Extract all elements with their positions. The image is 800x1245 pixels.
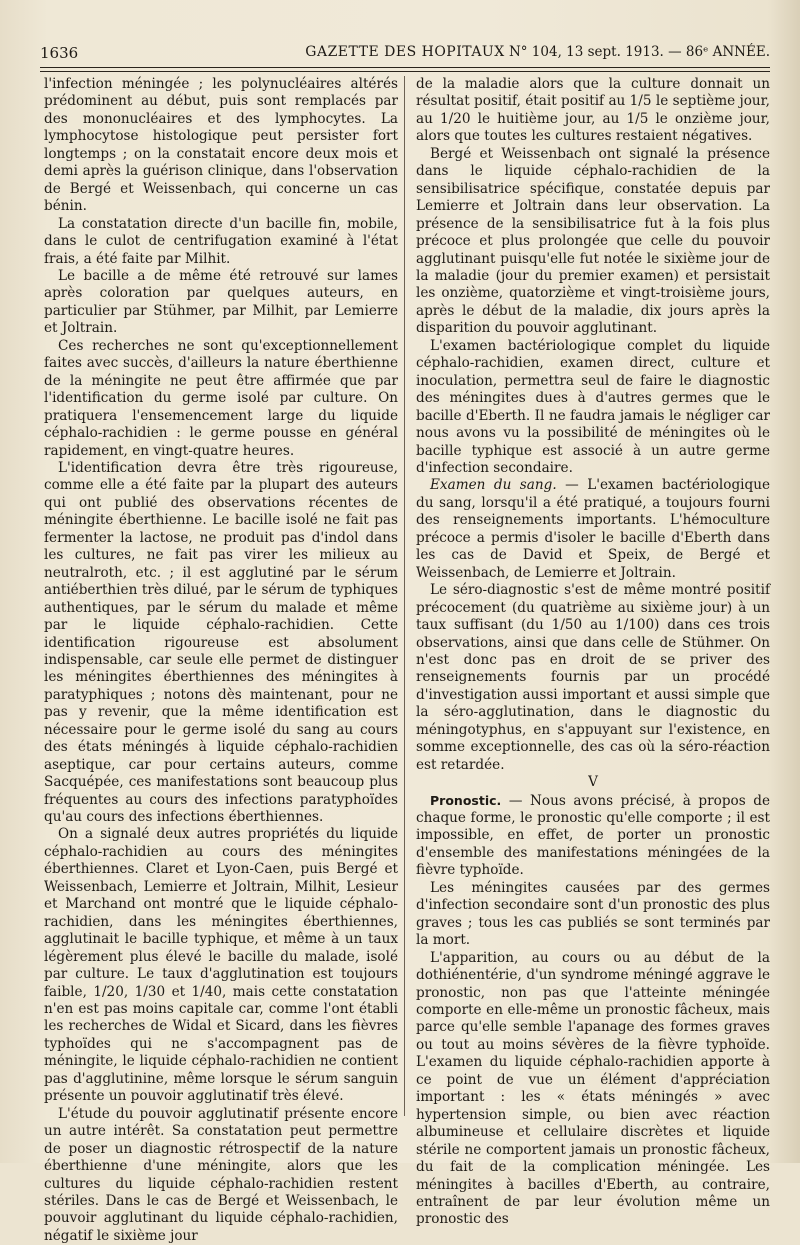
section-number: V <box>588 774 598 791</box>
header-rule-thin <box>40 71 770 72</box>
subheading-examen-du-sang: Examen du sang. <box>430 477 557 494</box>
paragraph: Les méningites causées par des germes d'infection secondaire sont d'un pronostic des plus graves ; tous les cas publiés se sont terminés par la mort. <box>416 879 770 949</box>
right-column <box>416 76 770 1229</box>
column-divider <box>404 76 405 1116</box>
left-column <box>44 76 398 1245</box>
paragraph: de la maladie alors que la culture donnait un résultat positif, était positif au 1/5 le septième jour, au 1/20 le huitième jour, au 1/5 le onzième jour, alors que toutes les cultures restaient négatives. <box>416 76 770 145</box>
subheading-pronostic: Pronostic. <box>430 792 502 808</box>
paragraph: L'étude du pouvoir agglutinatif présente encore un autre intérêt. Sa constatation peut permettre de poser un diagnostic rétrospectif de la nature éberthienne d'une méningite, alors que les cultures du liquide céphalo-rachidien restent stériles. Dans le cas de Bergé et Weissenbach, le pouvoir agglutinant du liquide céphalo-rachidien, négatif le sixième jour <box>44 1105 398 1244</box>
page-number: 1636 <box>40 44 79 62</box>
header-rule <box>40 67 770 68</box>
issue-info: N° 104, 13 sept. 1913. — 86ᵉ ANNÉE. <box>508 44 770 60</box>
paragraph-text: — Nous avons précisé, à propos de chaque forme, le pronostic qu'elle comporte ; il est impossible, en effet, de porter un pronostic d'ensemble des manifestations méningées de la fièvre typhoïde. <box>416 792 770 879</box>
paragraph: Le bacille a de même été retrouvé sur lames après coloration par quelques auteurs, en particulier par Stühmer, par Milhit, par Lemierre et Joltrain. <box>44 267 398 337</box>
paragraph <box>416 477 770 582</box>
journal-title: GAZETTE DES HOPITAUX <box>305 44 505 60</box>
paragraph: l'infection méningée ; les polynucléaires altérés prédominent au début, puis sont remplacés par des mononucléaires et des lymphocytes. La lymphocytose histologique peut persister fort longtemps ; on la constatait encore deux mois et demi après la guérison clinique, dans l'observation de Bergé et Weissenbach, qui concerne un cas bénin. <box>44 76 398 215</box>
paragraph: Le séro-diagnostic s'est de même montré positif précocement (du quatrième au sixième jour) à un taux suffisant (du 1/50 au 1/100) dans ces trois observations, ainsi que dans celle de Stühmer. On n'est donc pas en droit de se priver des renseignements fournis par un procédé d'investigation aussi important et aussi simple que la séro-agglutination, dans le diagnostic du méningotyphus, en s'appuyant sur l'existence, en somme exceptionnelle, des cas où la séro-réaction est retardée. <box>416 582 770 773</box>
paragraph: On a signalé deux autres propriétés du liquide céphalo-rachidien au cours des méningites éberthiennes. Claret et Lyon-Caen, puis Bergé et Weissenbach, Lemierre et Joltrain, Milhit, Lesieur et Marchand ont montré que le liquide céphalo-rachidien, dans les méningites éberthiennes, agglutinait le bacille typhique, et même à un taux légèrement plus élevé le bacille du malade, isolé par culture. Le taux d'agglutination est toujours faible, 1/20, 1/30 et 1/40, mais cette constatation n'en est pas moins capitale car, comme l'ont établi les recherches de Widal et Sicard, dans les fièvres typhoïdes qui ne s'accompagnent pas de méningite, le liquide céphalo-rachidien ne contient pas d'agglutinine, même lorsque le sérum sanguin présente un pouvoir agglutinatif très élevé. <box>44 826 398 1105</box>
paragraph: Ces recherches ne sont qu'exceptionnellement faites avec succès, d'ailleurs la nature éberthienne de la méningite ne peut être affirmée que par l'identification du germe isolé par culture. On pratiquera l'ensemencement large du liquide céphalo-rachidien : le germe pousse en général rapidement, en vingt-quatre heures. <box>44 337 398 459</box>
paragraph-text: — L'examen bactériologique du sang, lorsqu'il a été pratiqué, a toujours fourni des renseignements importants. L'hémoculture précoce a permis d'isoler le bacille d'Eberth dans les cas de David et Speix, de Bergé et Weissenbach, de Lemierre et Joltrain. <box>416 477 770 581</box>
paragraph <box>416 792 770 880</box>
paragraph: Bergé et Weissenbach ont signalé la présence dans le liquide céphalo-rachidien de la sensibilisatrice spécifique, constatée depuis par Lemierre et Joltrain dans leur observation. La présence de la sensibilisatrice fut à la fois plus précoce et plus prolongée que celle du pouvoir agglutinant puisqu'elle fut notée le sixième jour de la maladie (jour du premier examen) et persistait les onzième, quatorzième et vingt-troisième jours, après le début de la maladie, dix jours après la disparition du pouvoir agglutinant. <box>416 145 770 337</box>
paragraph: La constatation directe d'un bacille fin, mobile, dans le culot de centrifugation examiné à l'état frais, a été faite par Milhit. <box>44 215 398 267</box>
paragraph: L'examen bactériologique complet du liquide céphalo-rachidien, examen direct, culture et inoculation, permettra seul de faire le diagnostic des méningites dues à d'autres germes que le bacille d'Eberth. Il ne faudra jamais le négliger car nous avons vu la possibilité de méningites où le bacille typhique est associé à un autre germe d'infection secondaire. <box>416 337 770 476</box>
paragraph: L'apparition, au cours ou au début de la dothiénentérie, d'un syndrome méningé aggrave le pronostic, non pas que l'atteinte méningée comporte en elle-même un pronostic fâcheux, mais parce qu'elle semble l'apanage des formes graves ou tout au moins sévères de la fièvre typhoïde. L'examen du liquide céphalo-rachidien apporte à ce point de vue un élément d'appréciation important : les « états méningés » avec hypertension simple, ou bien avec réaction albumineuse et cellulaire discrètes et liquide stérile ne comportent jamais un pronostic fâcheux, du fait de la complication méningée. Les méningites à bacilles d'Eberth, au contraire, entraînent de par leur évolution même un pronostic des <box>416 949 770 1228</box>
paragraph: L'identification devra être très rigoureuse, comme elle a été faite par la plupart des auteurs qui ont publié des observations récentes de méningite éberthienne. Le bacille isolé ne fait pas fermenter la lactose, ne produit pas d'indol dans les cultures, ne fait pas virer les milieux au neutralroth, etc. ; il est agglutiné par le sérum antiéberthien très dilué, par le sérum de typhiques authentiques, par le sérum du malade et même par le liquide céphalo-rachidien. Cette identification rigoureuse est absolument indispensable, car seule elle permet de distinguer les méningites éberthiennes des méningites à paratyphiques ; notons dès maintenant, pour ne pas y revenir, que la même identification est nécessaire pour le germe isolé du sang au cours des états méningés à liquide céphalo-rachidien aseptique, car pour certains auteurs, comme Sacquépée, ces manifestations sont beaucoup plus fréquentes au cours des infections paratyphoïdes qu'au cours des infections éberthiennes. <box>44 459 398 826</box>
